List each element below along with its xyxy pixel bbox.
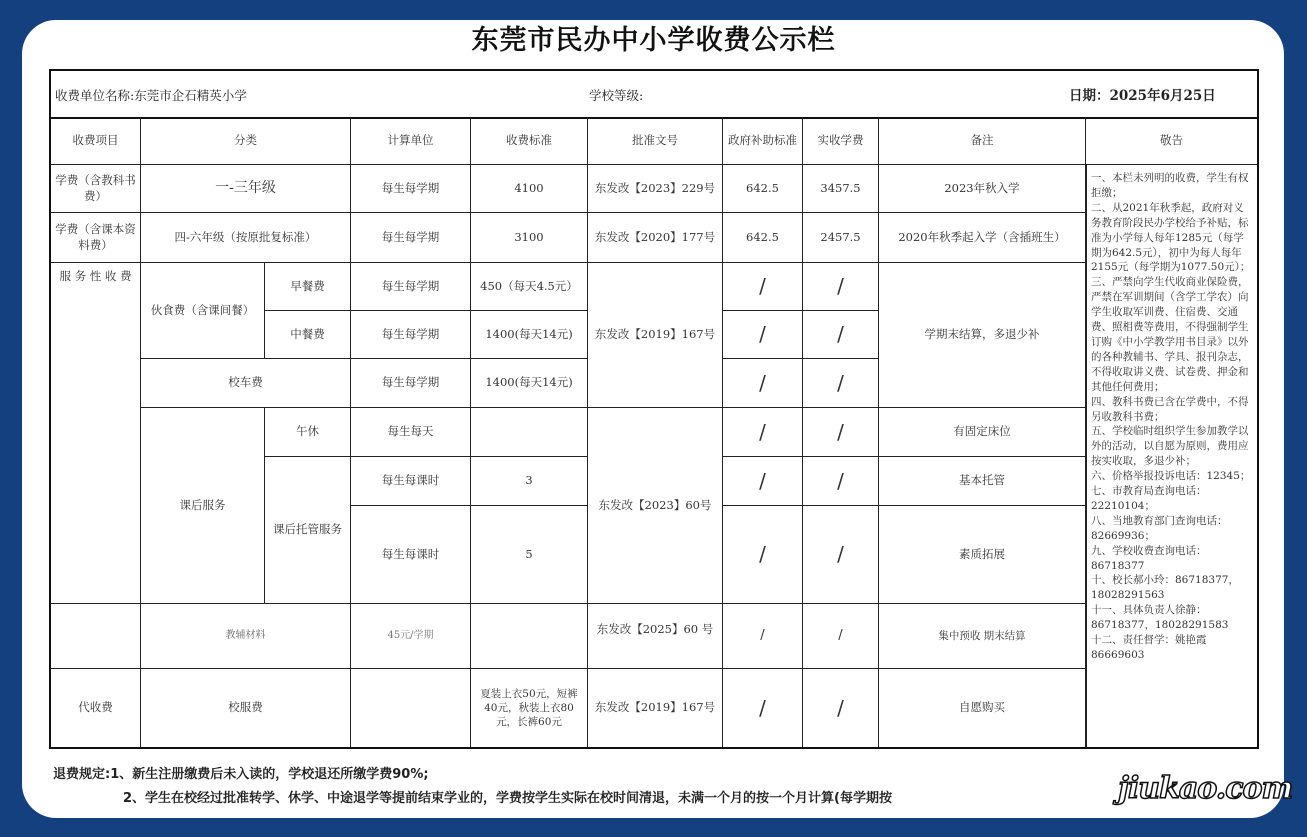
row2-unit: 每生每学期 (351, 213, 471, 263)
materials-unit: 45元/学期 (351, 604, 471, 669)
notice-item-12: 十二、责任督学：姚艳霞86669603 (1091, 634, 1207, 661)
after-school-label: 课后服务 (141, 408, 265, 604)
lunch-unit: 每生每学期 (351, 311, 471, 359)
basic-care-actual: / (803, 457, 879, 506)
uniform-remark: 自愿购买 (879, 669, 1086, 747)
refund-line-1: 退费规定:1、新生注册缴费后未入读的，学校退还所缴学费90%; (53, 767, 429, 782)
watermark-logo: jiukao.com (1118, 771, 1293, 806)
notice-item-3: 三、严禁向学生代收商业保险费，严禁在军训期间（含学工学农）向学生收取军训费、住宿费、交通费、照相费等费用，不得强制学生订购《中小学教学用书目录》以外的各种教辅书、学具、报刊杂志，不得收取讲义费、试卷费、押金和其他任何费用； (1091, 276, 1249, 393)
notice-item-5: 五、学校临时组织学生参加教学以外的活动，以自愿为原则，费用应按实收取，多退少补； (1091, 425, 1249, 468)
notice-item-11: 十一、具体负责人徐静：86718377，18028291583 (1091, 604, 1229, 632)
page-title: 东莞市民办中小学收费公示栏 (471, 25, 836, 56)
row1-unit: 每生每学期 (351, 165, 471, 213)
nap-subsidy: / (723, 408, 803, 457)
service-fee-label: 服 务 性 收 费 (51, 263, 141, 604)
breakfast-label: 早餐费 (265, 263, 351, 311)
uniform-item: 代收费 (51, 669, 141, 747)
notice-item-1: 一、本栏未列明的收费，学生有权拒缴； (1091, 172, 1249, 199)
notice-item-8: 八、当地教育部门查询电话：82669936； (1091, 514, 1228, 542)
quality-care-remark: 素质拓展 (879, 506, 1086, 604)
materials-standard (471, 604, 588, 669)
uniform-unit (351, 669, 471, 747)
quality-care-unit: 每生每课时 (351, 506, 471, 604)
basic-care-standard: 3 (471, 457, 588, 506)
basic-care-unit: 每生每课时 (351, 457, 471, 506)
refund-policy (53, 763, 892, 811)
row1-actual: 3457.5 (803, 165, 879, 213)
after-school-approval: 东发改【2023】60号 (588, 408, 723, 604)
row1-subsidy: 642.5 (723, 165, 803, 213)
row2-standard: 3100 (471, 213, 588, 263)
fee-table (49, 69, 1259, 749)
materials-remark: 集中预收 期末结算 (879, 604, 1086, 669)
lunch-actual: / (803, 311, 879, 359)
row2-category: 四-六年级（按原批复标准） (141, 213, 351, 263)
notice-column (1086, 165, 1257, 747)
meal-fee-label: 伙食费（含课间餐） (141, 263, 265, 359)
notice-item-6: 六、价格举报投诉电话：12345； (1091, 470, 1251, 483)
uniform-standard: 夏装上衣50元，短裤40元，秋装上衣80元，长裤60元 (471, 669, 588, 747)
meal-approval: 东发改【2019】167号 (588, 263, 723, 408)
bus-fee-label: 校车费 (141, 359, 351, 408)
date: 日期：2025年6月25日 (1069, 88, 1216, 104)
school-level: 学校等级: (589, 88, 644, 103)
quality-care-actual: / (803, 506, 879, 604)
materials-approval: 东发改【2025】60 号 (588, 604, 723, 669)
lunch-standard: 1400(每天14元) (471, 311, 588, 359)
basic-care-subsidy: / (723, 457, 803, 506)
notice-item-10: 十、校长郝小玲：86718377，18028291563 (1091, 574, 1239, 602)
materials-category: 教辅材料 (141, 604, 351, 669)
header-category: 分类 (141, 117, 351, 165)
header-actual: 实收学费 (803, 117, 879, 165)
lunch-subsidy: / (723, 311, 803, 359)
basic-care-remark: 基本托管 (879, 457, 1086, 506)
breakfast-actual: / (803, 263, 879, 311)
notice-item-7: 七、市教育局查询电话：22210104； (1091, 485, 1207, 512)
breakfast-subsidy: / (723, 263, 803, 311)
row2-actual: 2457.5 (803, 213, 879, 263)
header-item: 收费项目 (51, 117, 141, 165)
fee-unit-name: 收费单位名称:东莞市企石精英小学 (55, 88, 247, 103)
lunch-label: 中餐费 (265, 311, 351, 359)
row1-item: 学费（含教科书费） (51, 165, 141, 213)
meal-remark: 学期末结算，多退少补 (879, 263, 1086, 408)
bus-actual: / (803, 359, 879, 408)
materials-subsidy: / (723, 604, 803, 669)
materials-actual: / (803, 604, 879, 669)
row2-item: 学费（含课本资料费） (51, 213, 141, 263)
quality-care-subsidy: / (723, 506, 803, 604)
info-bar (51, 71, 1257, 119)
nap-label: 午休 (265, 408, 351, 457)
header-notice: 敬告 (1086, 117, 1257, 165)
fee-grid (51, 117, 1257, 747)
header-subsidy: 政府补助标准 (723, 117, 803, 165)
notice-item-2: 二、从2021年秋季起，政府对义务教育阶段民办学校给予补贴，标准为小学每人每年1285元（每学期为642.5元），初中为每人每年2155元（每学期为1077.50元）； (1091, 201, 1251, 274)
header-remark: 备注 (879, 117, 1086, 165)
materials-item (51, 604, 141, 669)
header-unit: 计算单位 (351, 117, 471, 165)
uniform-subsidy: / (723, 669, 803, 747)
breakfast-unit: 每生每学期 (351, 263, 471, 311)
refund-line-2: 2、学生在校经过批准转学、休学、中途退学等提前结束学业的，学费按学生实际在校时间清退，未满一个月的按一个月计算(每学期按 (123, 791, 892, 806)
header-standard: 收费标准 (471, 117, 588, 165)
after-care-label: 课后托管服务 (265, 457, 351, 604)
uniform-approval: 东发改【2019】167号 (588, 669, 723, 747)
row1-category: 一-三年级 (141, 165, 351, 213)
nap-standard (471, 408, 588, 457)
row1-remark: 2023年秋入学 (879, 165, 1086, 213)
nap-actual: / (803, 408, 879, 457)
row1-approval: 东发改【2023】229号 (588, 165, 723, 213)
header-approval: 批准文号 (588, 117, 723, 165)
breakfast-standard: 450（每天4.5元） (471, 263, 588, 311)
uniform-category: 校服费 (141, 669, 351, 747)
row2-approval: 东发改【2020】177号 (588, 213, 723, 263)
notice-item-4: 四、教科书费已含在学费中，不得另收教科书费； (1091, 395, 1249, 423)
row2-remark: 2020年秋季起入学（含插班生） (879, 213, 1086, 263)
nap-remark: 有固定床位 (879, 408, 1086, 457)
row1-standard: 4100 (471, 165, 588, 213)
bus-unit: 每生每学期 (351, 359, 471, 408)
bus-subsidy: / (723, 359, 803, 408)
notice-item-9: 九、学校收费查询电话：86718377 (1091, 544, 1207, 572)
nap-unit: 每生每天 (351, 408, 471, 457)
bus-standard: 1400(每天14元) (471, 359, 588, 408)
uniform-actual: / (803, 669, 879, 747)
row2-subsidy: 642.5 (723, 213, 803, 263)
quality-care-standard: 5 (471, 506, 588, 604)
